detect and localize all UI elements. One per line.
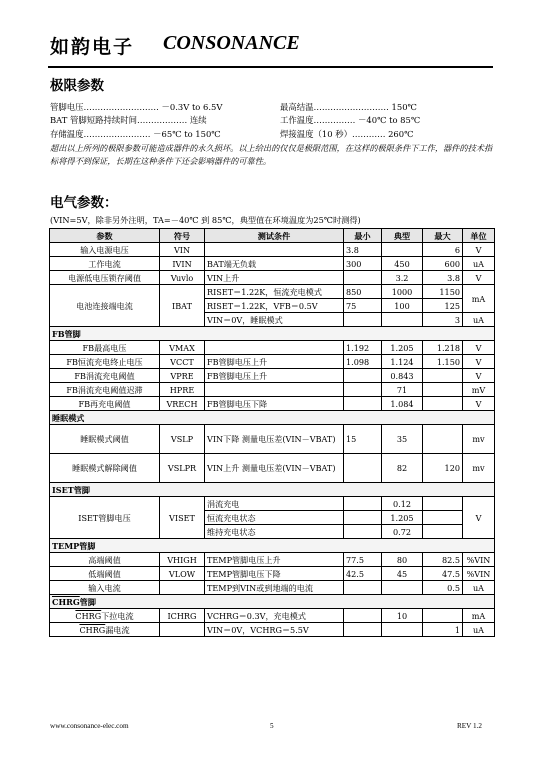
section-label: FB管脚 — [50, 327, 495, 341]
param-cell: 电池连接端电流 — [50, 285, 160, 327]
table-row — [50, 581, 495, 595]
typ-cell: 1.205 — [382, 341, 423, 355]
max-cell — [423, 369, 463, 383]
table-row — [50, 257, 495, 271]
min-cell — [344, 623, 382, 637]
param-cell: 输入电源电压 — [50, 243, 160, 257]
condition-cell: TEMP到VIN或到地端的电流 — [205, 581, 344, 595]
min-cell — [344, 397, 382, 411]
section-row — [50, 483, 495, 497]
condition-cell: 维持充电状态 — [205, 525, 344, 539]
max-cell — [423, 525, 463, 539]
typ-cell: 71 — [382, 383, 423, 397]
max-cell: 3.8 — [423, 271, 463, 285]
section-label: TEMP管脚 — [50, 539, 495, 553]
symbol-cell: ICHRG — [160, 609, 205, 623]
unit-cell: V — [463, 341, 495, 355]
section-label: 睡眠模式 — [50, 411, 495, 425]
condition-cell: FB管脚电压上升 — [205, 355, 344, 369]
column-header: 最大 — [423, 229, 463, 243]
condition-cell: VIN下降 测量电压差(VIN－VBAT) — [205, 425, 344, 454]
typ-cell — [382, 243, 423, 257]
table-row — [50, 425, 495, 454]
min-cell — [344, 369, 382, 383]
section-row — [50, 327, 495, 341]
condition-cell — [205, 243, 344, 257]
limit-line: 工作温度…………… －40℃ to 85℃ — [280, 115, 421, 125]
param-cell: ISET管脚电压 — [50, 497, 160, 539]
symbol-cell: VLOW — [160, 567, 205, 581]
param-cell: FB恒流充电终止电压 — [50, 355, 160, 369]
table-row — [50, 397, 495, 411]
unit-cell: %VIN — [463, 553, 495, 567]
param-cell — [50, 609, 160, 623]
condition-cell: VIN上升 测量电压差(VIN－VBAT) — [205, 454, 344, 483]
unit-cell: uA — [463, 313, 495, 327]
typ-cell — [382, 581, 423, 595]
max-cell: 1 — [423, 623, 463, 637]
condition-cell: 涓流充电 — [205, 497, 344, 511]
unit-cell: mV — [463, 383, 495, 397]
min-cell: 1.192 — [344, 341, 382, 355]
table-row — [50, 271, 495, 285]
table-header-row — [50, 229, 495, 243]
param-cell: FB涓流充电阈值迟滞 — [50, 383, 160, 397]
min-cell — [344, 313, 382, 327]
symbol-cell — [160, 623, 205, 637]
max-cell — [423, 609, 463, 623]
limits-note: 超出以上所列的极限参数可能造成器件的永久损坏。以上给出的仅仅是极限范围，在这样的极限条件下工作，器件的技术指标将得不到保证，长期在这种条件下还会影响器件的可靠性。 — [50, 143, 493, 166]
symbol-cell: VPRE — [160, 369, 205, 383]
brand-chinese-logo: 如韵电子 — [50, 36, 135, 58]
max-cell: 1.150 — [423, 355, 463, 369]
condition-cell: VCHRG＝0.3V，充电模式 — [205, 609, 344, 623]
limit-line: 存储温度…………………… －65℃ to 150℃ — [50, 129, 221, 139]
typ-cell: 0.843 — [382, 369, 423, 383]
footer-website: www.consonance-elec.com — [50, 722, 129, 730]
condition-cell: RISET＝1.22K，VFB＝0.5V — [205, 299, 344, 313]
section-row — [50, 595, 495, 609]
typ-cell: 45 — [382, 567, 423, 581]
section-row — [50, 411, 495, 425]
spec-table-body — [50, 229, 495, 637]
typ-cell: 35 — [382, 425, 423, 454]
table-row — [50, 285, 495, 299]
min-cell: 1.098 — [344, 355, 382, 369]
max-cell — [423, 397, 463, 411]
condition-cell: FB管脚电压上升 — [205, 369, 344, 383]
symbol-cell: VMAX — [160, 341, 205, 355]
unit-cell: uA — [463, 257, 495, 271]
chrg-overline-text: CHRG — [79, 624, 106, 635]
min-cell: 3.8 — [344, 243, 382, 257]
electrical-spec-table — [49, 228, 495, 637]
table-row — [50, 383, 495, 397]
condition-cell: TEMP管脚电压下降 — [205, 567, 344, 581]
min-cell: 15 — [344, 425, 382, 454]
typ-cell: 0.72 — [382, 525, 423, 539]
chrg-overline-text: CHRG — [75, 610, 102, 621]
condition-cell: TEMP管脚电压上升 — [205, 553, 344, 567]
min-cell — [344, 383, 382, 397]
max-cell — [423, 425, 463, 454]
chrg-suffix-text: 下拉电流 — [101, 610, 134, 621]
chrg-suffix-text: 管脚 — [79, 596, 96, 607]
table-row — [50, 454, 495, 483]
typ-cell: 450 — [382, 257, 423, 271]
param-cell: 睡眠模式解除阈值 — [50, 454, 160, 483]
electrical-title: 电气参数： — [50, 195, 118, 211]
condition-cell: VIN＝0V，睡眠模式 — [205, 313, 344, 327]
max-cell: 600 — [423, 257, 463, 271]
condition-cell: VIN＝0V，VCHRG＝5.5V — [205, 623, 344, 637]
condition-cell: 恒流充电状态 — [205, 511, 344, 525]
max-cell: 125 — [423, 299, 463, 313]
param-cell: FB再充电阈值 — [50, 397, 160, 411]
typ-cell: 100 — [382, 299, 423, 313]
typ-cell: 0.12 — [382, 497, 423, 511]
symbol-cell: VSLP — [160, 425, 205, 454]
unit-cell: V — [463, 243, 495, 257]
symbol-cell: VSLPR — [160, 454, 205, 483]
max-cell: 1150 — [423, 285, 463, 299]
symbol-cell: VHIGH — [160, 553, 205, 567]
limit-line: 最高结温……………………… 150℃ — [280, 102, 417, 112]
param-cell: 输入电流 — [50, 581, 160, 595]
max-cell: 6 — [423, 243, 463, 257]
param-cell: 睡眠模式阈值 — [50, 425, 160, 454]
condition-cell — [205, 383, 344, 397]
typ-cell: 1000 — [382, 285, 423, 299]
column-header: 测试条件 — [205, 229, 344, 243]
max-cell — [423, 497, 463, 511]
param-cell: 工作电流 — [50, 257, 160, 271]
column-header: 单位 — [463, 229, 495, 243]
unit-cell: mv — [463, 425, 495, 454]
min-cell: 42.5 — [344, 567, 382, 581]
symbol-cell: VIN — [160, 243, 205, 257]
header-divider — [48, 66, 493, 68]
table-row — [50, 243, 495, 257]
max-cell: 3 — [423, 313, 463, 327]
footer-page-number: 5 — [270, 722, 274, 730]
min-cell — [344, 497, 382, 511]
unit-cell: V — [463, 397, 495, 411]
unit-cell: uA — [463, 623, 495, 637]
condition-cell — [205, 341, 344, 355]
min-cell: 850 — [344, 285, 382, 299]
symbol-cell: Vuvlo — [160, 271, 205, 285]
min-cell: 77.5 — [344, 553, 382, 567]
typ-cell: 80 — [382, 553, 423, 567]
symbol-cell: HPRE — [160, 383, 205, 397]
chrg-suffix-text: 漏电流 — [105, 624, 130, 635]
param-cell: 高端阈值 — [50, 553, 160, 567]
limits-title: 极限参数 — [50, 78, 104, 94]
brand-english-logo: CONSONANCE — [163, 32, 300, 54]
param-cell: 低端阈值 — [50, 567, 160, 581]
min-cell — [344, 581, 382, 595]
param-cell: FB最高电压 — [50, 341, 160, 355]
symbol-cell: VCCT — [160, 355, 205, 369]
param-cell: FB涓流充电阈值 — [50, 369, 160, 383]
unit-cell: V — [463, 355, 495, 369]
limit-line: 管脚电压……………………… －0.3V to 6.5V — [50, 102, 223, 112]
column-header: 参数 — [50, 229, 160, 243]
limit-line: 焊接温度（10 秒）………… 260℃ — [280, 129, 414, 139]
unit-cell: uA — [463, 581, 495, 595]
max-cell — [423, 383, 463, 397]
typ-cell: 3.2 — [382, 271, 423, 285]
unit-cell: V — [463, 271, 495, 285]
min-cell — [344, 525, 382, 539]
table-row — [50, 609, 495, 623]
typ-cell: 1.124 — [382, 355, 423, 369]
symbol-cell: IVIN — [160, 257, 205, 271]
max-cell: 0.5 — [423, 581, 463, 595]
table-row — [50, 623, 495, 637]
unit-cell: mA — [463, 285, 495, 313]
min-cell — [344, 511, 382, 525]
param-cell: 电源低电压锁存阈值 — [50, 271, 160, 285]
typ-cell — [382, 623, 423, 637]
min-cell: 75 — [344, 299, 382, 313]
symbol-cell: VRECH — [160, 397, 205, 411]
table-row — [50, 369, 495, 383]
unit-cell: mv — [463, 454, 495, 483]
unit-cell: mA — [463, 609, 495, 623]
max-cell: 47.5 — [423, 567, 463, 581]
condition-cell: FB管脚电压下降 — [205, 397, 344, 411]
typ-cell: 10 — [382, 609, 423, 623]
symbol-cell: VISET — [160, 497, 205, 539]
chrg-overline-text: CHRG — [52, 596, 80, 607]
min-cell: 300 — [344, 257, 382, 271]
max-cell: 1.218 — [423, 341, 463, 355]
symbol-cell — [160, 581, 205, 595]
unit-cell: V — [463, 369, 495, 383]
condition-cell: BAT端无负载 — [205, 257, 344, 271]
max-cell: 120 — [423, 454, 463, 483]
column-header: 符号 — [160, 229, 205, 243]
param-cell — [50, 623, 160, 637]
section-label — [50, 595, 495, 609]
footer-revision: REV 1.2 — [457, 722, 483, 730]
typ-cell: 82 — [382, 454, 423, 483]
symbol-cell: IBAT — [160, 285, 205, 327]
table-row — [50, 341, 495, 355]
table-row — [50, 355, 495, 369]
max-cell: 82.5 — [423, 553, 463, 567]
table-row — [50, 497, 495, 511]
min-cell — [344, 609, 382, 623]
max-cell — [423, 511, 463, 525]
table-row — [50, 553, 495, 567]
min-cell — [344, 454, 382, 483]
table-row — [50, 567, 495, 581]
column-header: 最小 — [344, 229, 382, 243]
typ-cell — [382, 313, 423, 327]
typ-cell: 1.084 — [382, 397, 423, 411]
min-cell — [344, 271, 382, 285]
unit-cell: %VIN — [463, 567, 495, 581]
test-conditions: (VIN=5V，除非另外注明，TA=－40℃ 到 85℃，典型值在环境温度为25℃时测得) — [50, 215, 361, 225]
condition-cell: RISET＝1.22K，恒流充电模式 — [205, 285, 344, 299]
typ-cell: 1.205 — [382, 511, 423, 525]
unit-cell: V — [463, 497, 495, 539]
section-row — [50, 539, 495, 553]
limit-line: BAT 管脚短路持续时间……………… 连续 — [50, 115, 207, 125]
column-header: 典型 — [382, 229, 423, 243]
section-label: ISET管脚 — [50, 483, 495, 497]
condition-cell: VIN上升 — [205, 271, 344, 285]
